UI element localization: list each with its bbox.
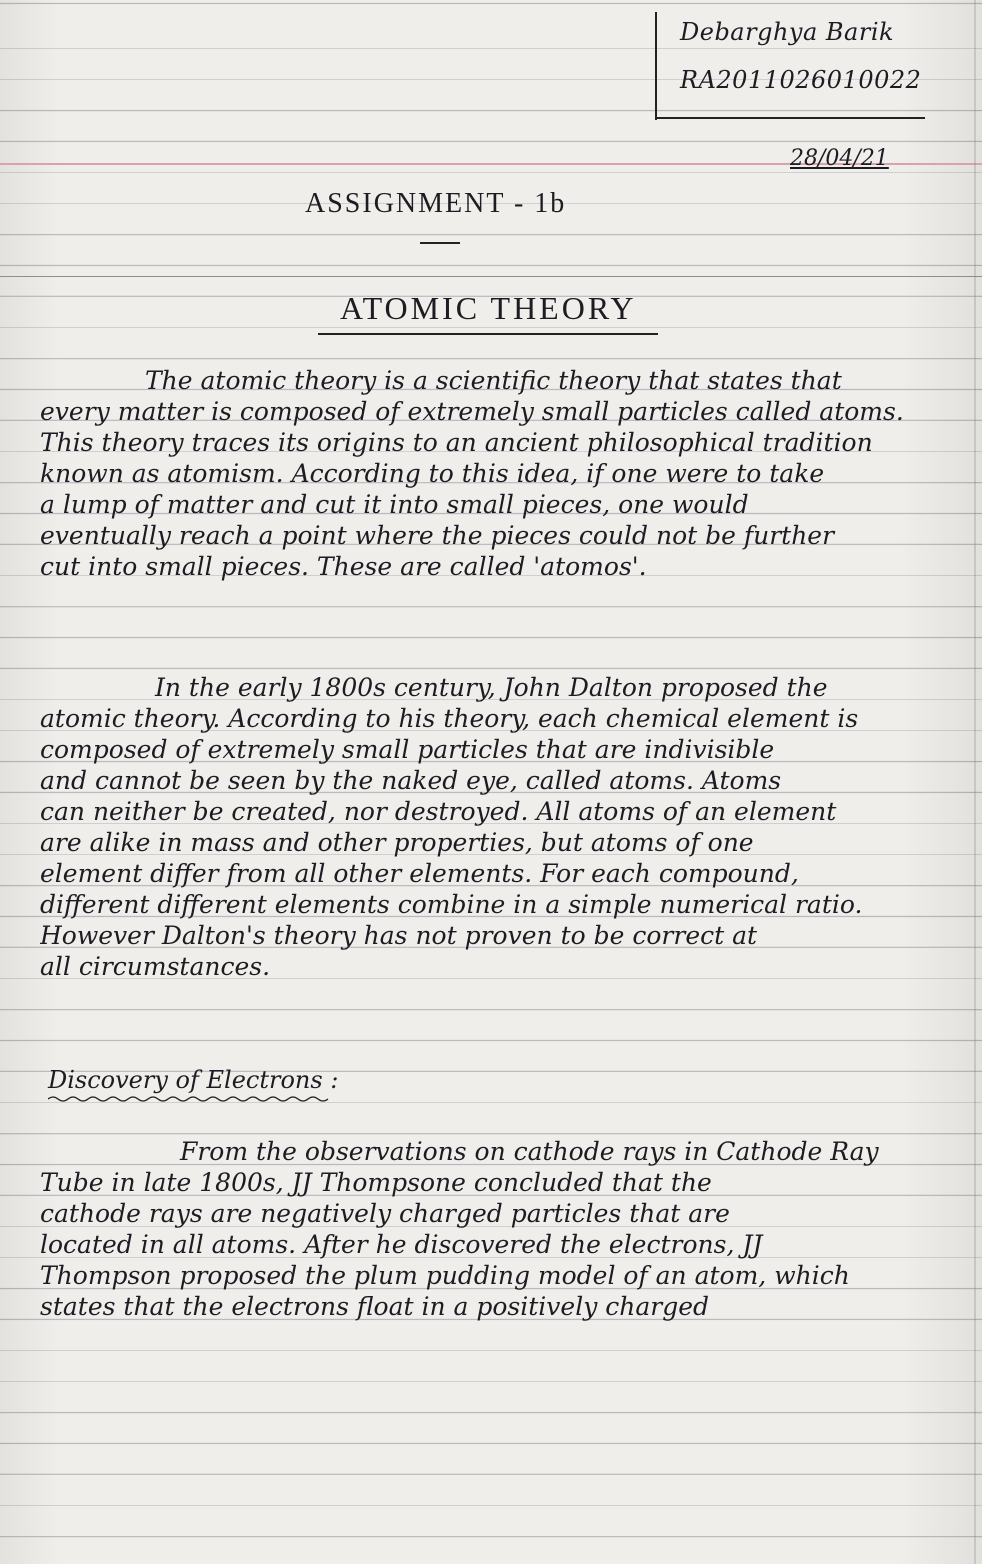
text-line: can neither be created, nor destroyed. All atoms of an element (40, 797, 837, 826)
signature-underline (655, 117, 925, 119)
text-line: The atomic theory is a scientific theory that states that (145, 366, 842, 395)
text-line: element differ from all other elements. For each compound, (40, 859, 799, 888)
page-edge (974, 0, 976, 1564)
text-line: states that the electrons float in a positively charged (40, 1292, 710, 1321)
text-line: Thompson proposed the plum pudding model of an atom, which (40, 1261, 850, 1290)
text-line: This theory traces its origins to an ancient philosophical tradition (40, 428, 873, 457)
text-line: and cannot be seen by the naked eye, called atoms. Atoms (40, 766, 782, 795)
text-line: atomic theory. According to his theory, each chemical element is (40, 704, 859, 733)
text-line: every matter is composed of extremely small particles called atoms. (40, 397, 904, 426)
text-line: located in all atoms. After he discovered the electrons, JJ (40, 1230, 763, 1259)
assignment-heading: ASSIGNMENT - 1b (305, 188, 567, 219)
text-line: eventually reach a point where the pieces could not be further (40, 521, 835, 550)
text-line: are alike in mass and other properties, but atoms of one (40, 828, 754, 857)
student-name: Debarghya Barik (680, 18, 895, 46)
signature-divider (655, 12, 657, 120)
assignment-underline (420, 242, 460, 244)
heading-wavy-underline (48, 1095, 333, 1103)
date: 28/04/21 (790, 146, 889, 171)
registration-number: RA2011026010022 (680, 66, 922, 94)
text-line: a lump of matter and cut it into small pieces, one would (40, 490, 749, 519)
text-line: composed of extremely small particles that are indivisible (40, 735, 775, 764)
text-line: known as atomism. According to this idea, if one were to take (40, 459, 825, 488)
text-line: all circumstances. (40, 952, 271, 981)
paragraph-atomic-theory (40, 365, 965, 582)
text-line: In the early 1800s century, John Dalton proposed the (155, 673, 828, 702)
fold-line (0, 276, 982, 277)
section-heading-electrons: Discovery of Electrons : (48, 1066, 339, 1094)
title-underline (318, 333, 658, 335)
text-line: different different elements combine in a simple numerical ratio. (40, 890, 863, 919)
paragraph-electrons (40, 1136, 965, 1322)
text-line: cathode rays are negatively charged particles that are (40, 1199, 730, 1228)
page-title: ATOMIC THEORY (340, 290, 637, 326)
paragraph-dalton (40, 672, 965, 982)
text-line: However Dalton's theory has not proven to be correct at (40, 921, 758, 950)
text-line: From the observations on cathode rays in Cathode Ray (180, 1137, 879, 1166)
text-line: Tube in late 1800s, JJ Thompsone concluded that the (40, 1168, 712, 1197)
text-line: cut into small pieces. These are called 'atomos'. (40, 552, 647, 581)
